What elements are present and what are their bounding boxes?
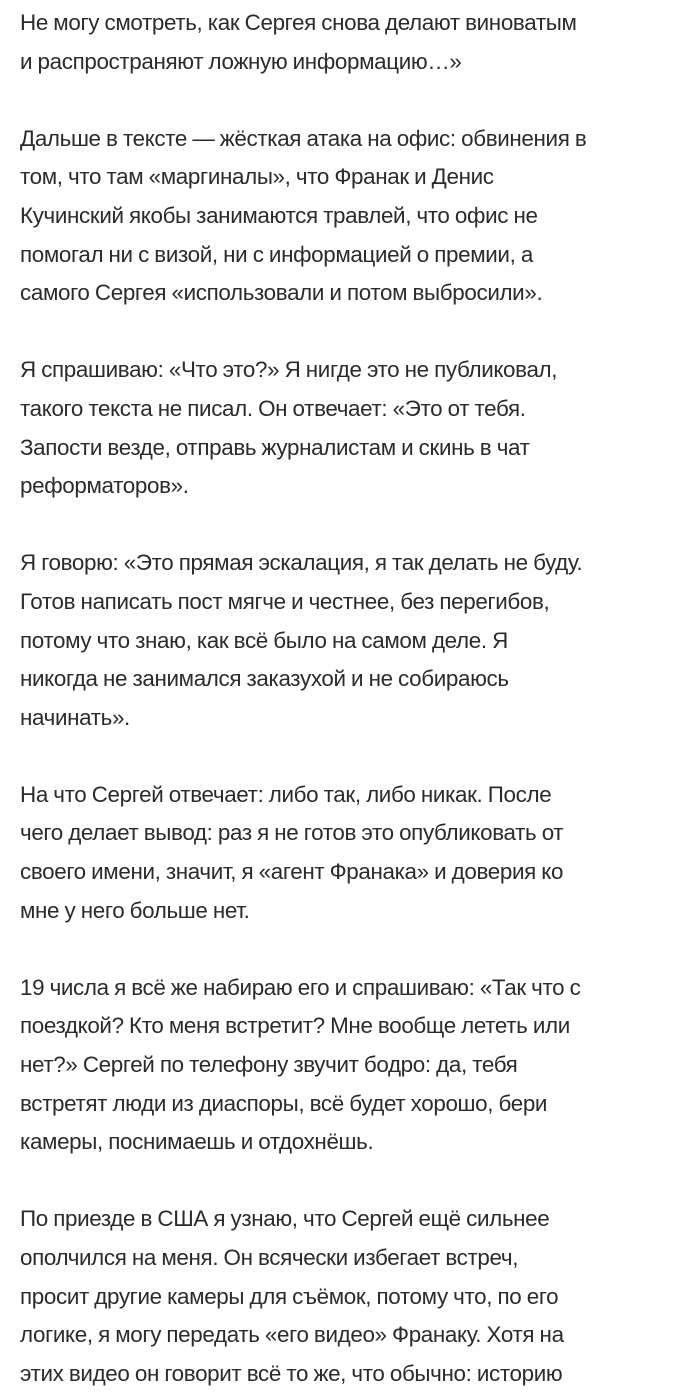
text-line: чего делает вывод: раз я не готов это опубликовать от	[20, 820, 564, 846]
text-line: логике, я могу передать «его видео» Франаку. Хотя на	[20, 1322, 564, 1348]
text-line: Готов написать пост мягче и честнее, без перегибов,	[20, 588, 550, 614]
paragraph-3	[20, 351, 680, 505]
paragraph-6	[20, 969, 680, 1162]
text-line: Запости везде, отправь журналистам и скинь в чат	[20, 434, 530, 460]
text-line: ополчился на меня. Он всячески избегает встреч,	[20, 1245, 519, 1270]
article-text	[20, 4, 680, 1393]
text-line: встретят люди из диаспоры, всё будет хорошо, бери	[20, 1090, 548, 1116]
text-line: и распространяют ложную информацию…»	[20, 48, 462, 74]
text-line: самого Сергея «использовали и потом выбросили».	[20, 280, 543, 306]
paragraph-1	[20, 4, 680, 81]
text-line: начинать».	[20, 704, 130, 730]
text-line: том, что там «маргиналы», что Франак и Денис	[20, 164, 494, 190]
text-line: этих видео он говорит всё то же, что обычно: историю	[20, 1360, 563, 1386]
paragraph-2	[20, 120, 680, 313]
text-line: На что Сергей отвечает: либо так, либо никак. После	[20, 781, 552, 807]
text-line: никогда не занимался заказухой и не собираюсь	[20, 666, 509, 692]
text-line: такого текста не писал. Он отвечает: «Это от тебя.	[20, 395, 526, 421]
text-line: помогал ни с визой, ни с информацией о премии, а	[20, 241, 533, 267]
text-line: реформаторов».	[20, 473, 189, 499]
text-line: Я говорю: «Это прямая эскалация, я так делать не буду.	[20, 550, 583, 576]
text-line: По приезде в США я узнаю, что Сергей ещё сильнее	[20, 1206, 550, 1232]
text-line: камеры, поснимаешь и отдохнёшь.	[20, 1129, 374, 1155]
text-line: своего имени, значит, я «агент Франака» и доверия ко	[20, 859, 564, 885]
text-line: Я спрашиваю: «Что это?» Я нигде это не публиковал,	[20, 357, 558, 383]
text-line: мне у него больше нет.	[20, 897, 250, 923]
text-line: Дальше в тексте — жёсткая атака на офис: обвинения в	[20, 125, 587, 151]
paragraph-5	[20, 776, 680, 930]
paragraph-4	[20, 544, 680, 737]
text-line: Кучинский якобы занимаются травлей, что офис не	[20, 202, 538, 228]
text-line: Не могу смотреть, как Сергея снова делают виноватым	[20, 10, 577, 35]
paragraph-7	[20, 1200, 680, 1393]
text-line: 19 числа я всё же набираю его и спрашиваю: «Так что с	[20, 974, 581, 1000]
text-line: потому что знаю, как всё было на самом деле. Я	[20, 627, 508, 653]
text-line: просит другие камеры для съёмок, потому что, по его	[20, 1283, 559, 1309]
text-line: нет?» Сергей по телефону звучит бодро: да, тебя	[20, 1052, 518, 1078]
text-line: поездкой? Кто меня встретит? Мне вообще лететь или	[20, 1013, 570, 1039]
